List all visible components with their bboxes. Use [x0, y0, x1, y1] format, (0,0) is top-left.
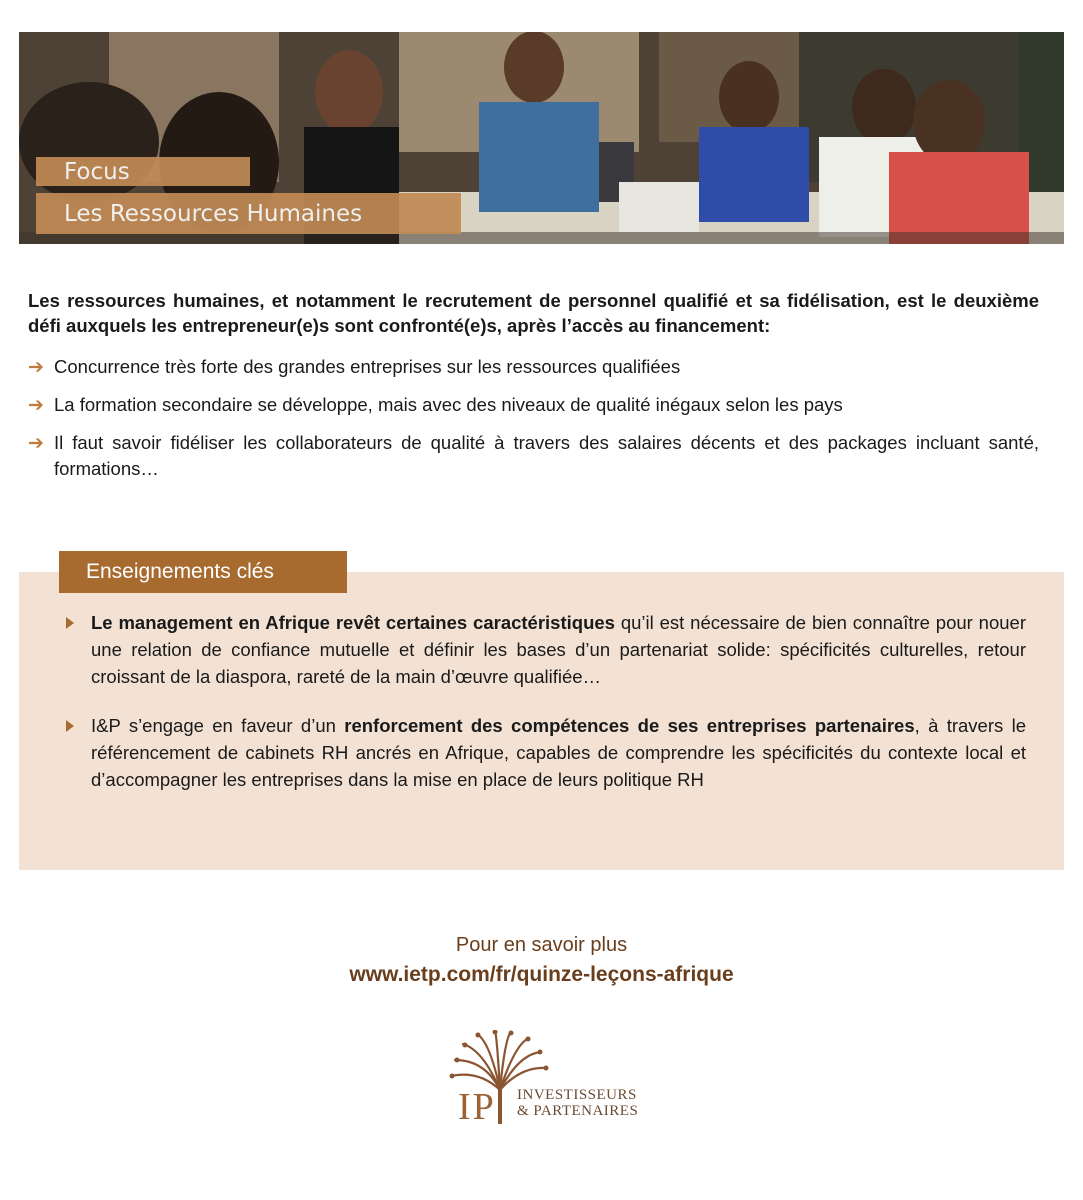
key-learnings-list [63, 609, 1026, 815]
logo-wordmark [517, 1087, 638, 1119]
list-item-text: Concurrence très forte des grandes entreprises sur les ressources qualifiées [54, 356, 681, 377]
learn-more-link[interactable]: www.ietp.com/fr/quinze-leçons-afrique [349, 963, 734, 986]
learn-more-section [0, 930, 1083, 990]
key-learning-emphasis: Le management en Afrique revêt certaines caractéristiques [91, 612, 615, 633]
key-learning-item [63, 712, 1026, 793]
key-learnings-title: Enseignements clés [59, 551, 347, 593]
section-title: Les Ressources Humaines [36, 193, 461, 234]
logo-monogram: IP [458, 1086, 496, 1128]
logo-line-2: & PARTENAIRES [517, 1103, 639, 1119]
key-learning-emphasis: renforcement des compétences de ses entreprises partenaires [344, 715, 915, 736]
arrow-right-icon: ➔ [28, 395, 44, 416]
list-item [28, 430, 1039, 482]
triangle-bullet-icon [66, 617, 74, 629]
challenge-list [28, 354, 1039, 494]
header-photo [19, 32, 1064, 244]
arrow-right-icon: ➔ [28, 357, 44, 378]
triangle-bullet-icon [66, 720, 74, 732]
key-learning-item [63, 609, 1026, 690]
focus-label: Focus [36, 157, 250, 186]
key-learning-text: qu’il est nécessaire de bien connaître pour nouer une relation de confiance mutuelle et définir les bases d’un partenariat solide: spécificités culturelles, retour croissant de la diaspora, rareté de la main d’œuvre qualifiée… [91, 612, 1027, 687]
list-item-text: La formation secondaire se développe, mais avec des niveaux de qualité inégaux selon les pays [54, 394, 843, 415]
list-item-text: Il faut savoir fidéliser les collaborateurs de qualité à travers des salaires décents et des packages incluant santé, formations… [54, 432, 1039, 479]
intro-paragraph: Les ressources humaines, et notamment le recrutement de personnel qualifié et sa fidélisation, est le deuxième défi auxquels les entrepreneur(e)s sont confronté(e)s, après l’accès au financement: [28, 290, 1039, 336]
learn-more-label: Pour en savoir plus [455, 934, 628, 956]
list-item [28, 392, 1039, 418]
logo-line-1: INVESTISSEURS [517, 1087, 637, 1103]
list-item [28, 354, 1039, 380]
key-learning-intro: I&P s’engage en faveur d’un [91, 715, 345, 736]
arrow-right-icon: ➔ [28, 433, 44, 454]
key-learning-text: , à travers le référencement de cabinets RH ancrés en Afrique, capables de comprendre les spécificités du contexte local et d’accompagner les entreprises dans la mise en place de leurs politique RH [91, 715, 1026, 790]
